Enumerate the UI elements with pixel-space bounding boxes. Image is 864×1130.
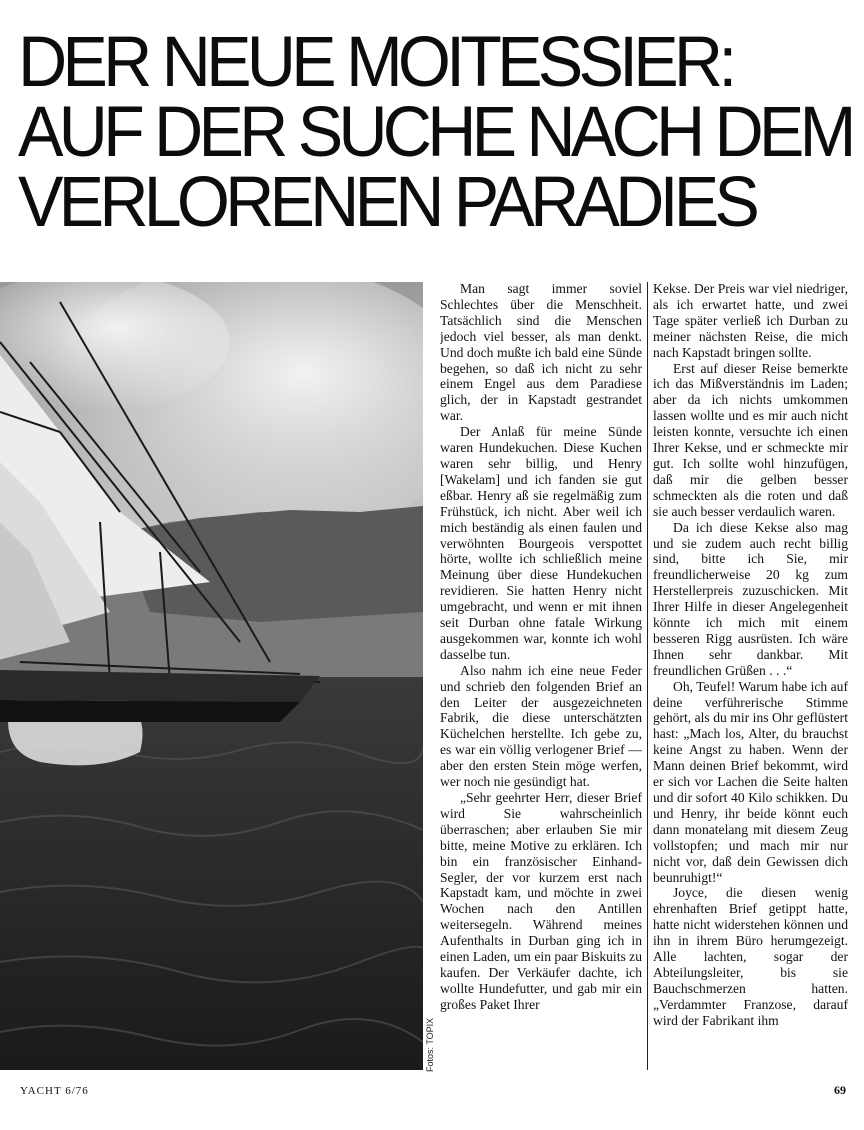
paragraph: Der Anlaß für meine Sünde waren Hundekuchen. Diese Kuchen waren sehr billig, und Henry [Wakelam] und ich fanden sie gut eßbar. Henry aß sie regelmäßig zum Frühstück, ich nicht. Aber weil ich mich beständig als einen faulen und verwöhnten Bourgeois verspottet hörte, wollte ich schließlich meine Meinung über diese Hundekuchen revidieren. Sie hatten Henry nicht umgebracht, und wenn er mit ihnen seit Durban ohne fatale Wirkung ausgekommen war, konnte ich wohl dasselbe tun. — [440, 424, 642, 662]
headline-line-3: VERLORENEN PARADIES — [18, 163, 756, 242]
sailboat-photo — [0, 282, 423, 1070]
paragraph: Also nahm ich eine neue Feder und schrieb den folgenden Brief an den Leiter der ausgezeichneten Fabrik, die diese unterschätzten Küchelchen herstellte. Ich gebe zu, es war ein völlig verlogener Brief — aber den ersten Stein möge werfen, wer noch nie gesündigt hat. — [440, 662, 642, 790]
article-column-1 — [440, 281, 642, 1071]
paragraph: Oh, Teufel! Warum habe ich auf deine verführerische Stimme gehört, als du mir ins Ohr geflüstert hast: „Mach los, Alter, du brauchst keine Angst zu haben. Wenn der Mann deinen Brief bekommt, wird er sich vor Lachen die Seite halten und dir sofort 40 Kilo schikken. Du und Henry, ihr beide könnt euch dann monatelang mit diesem Zeug vollstopfen; und mach mir nur nicht vor, daß dein Gewissen dich beunruhigt!“ — [653, 678, 848, 885]
article-column-2 — [653, 281, 848, 1071]
paragraph: Kekse. Der Preis war viel niedriger, als ich erwartet hatte, und zwei Tage später verließ ich Durban zu meiner nächsten Reise, die mich nach Kapstadt bringen sollte. — [653, 281, 848, 360]
column-divider — [647, 282, 648, 1070]
magazine-issue: YACHT 6/76 — [20, 1085, 89, 1097]
headline-line-1: DER NEUE MOITESSIER: — [18, 23, 733, 102]
headline-line-2: AUF DER SUCHE NACH DEM — [18, 93, 852, 172]
paragraph: Erst auf dieser Reise bemerkte ich das Mißverständnis im Laden; aber da ich nichts umkommen lassen wollte und es mir auch nicht leisten konnte, versuchte ich einen Ihrer Kekse, und er schmeckte mir gut. Ich sollte wohl hinzufügen, daß mir die gelben besser schmeckten als die roten und daß sie auch besser verdaulich waren. — [653, 360, 848, 519]
headline — [18, 23, 852, 242]
page-number: 69 — [834, 1083, 846, 1097]
paragraph: Joyce, die diesen wenig ehrenhaften Brief getippt hatte, hatte nicht widerstehen können und ihn in ihrem Büro herumgezeigt. Alle lachten, sogar der Abteilungsleiter, bis sie Bauchschmerzen hatten. „Verdammter Franzose, darauf wird der Fabrikant ihm — [653, 885, 848, 1028]
paragraph: Man sagt immer soviel Schlechtes über die Menschheit. Tatsächlich sind die Menschen jedoch viel besser, als man denkt. Und doch mußte ich bald eine Sünde begehen, so daß ich nicht zu sehr einem Engel aus dem Paradiese glich, der in Kapstadt gestrandet war. — [440, 281, 642, 424]
photo-credit: Fotos: TOPIX — [425, 1017, 435, 1072]
paragraph: „Sehr geehrter Herr, dieser Brief wird Sie wahrscheinlich überraschen; aber erlauben Sie mir bitte, meine Motive zu erklären. Ich bin ein französischer Einhand-Segler, der vor kurzem erst nach Kapstadt kam, und möchte in zwei Wochen nach den Antillen weitersegeln. Während meines Aufenthalts in Durban ging ich in einen Laden, um ein paar Biskuits zu kaufen. Der Verkäufer dachte, ich wollte Hundefutter, und gab mir ein großes Paket Ihrer — [440, 790, 642, 1012]
paragraph: Da ich diese Kekse also mag und sie zudem auch recht billig sind, bitte ich Sie, mir freundlicherweise 20 kg zum Herstellerpreis zuzuschicken. Mit Ihrer Hilfe in dieser Angelegenheit könnte ich mich mit einem besseren Rigg ausrüsten. Ich wäre Ihnen sehr dankbar. Mit freundlichen Grüßen . . .“ — [653, 519, 848, 678]
